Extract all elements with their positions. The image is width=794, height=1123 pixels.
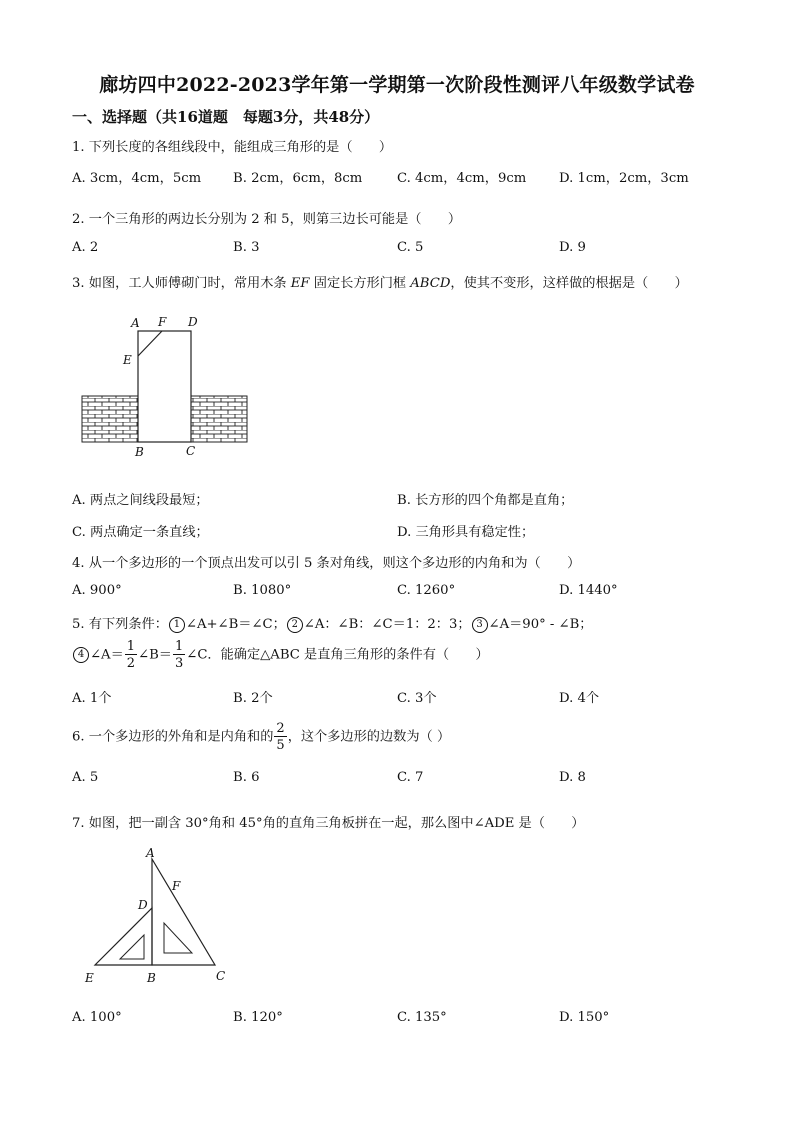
question-2-stem: 2. 一个三角形的两边长分别为 2 和 5，则第三边长可能是（ ） (72, 212, 462, 227)
section-heading: 一、选择题（共16道题 每题3分，共48分） (72, 108, 380, 126)
question-1-stem: 1. 下列长度的各组线段中，能组成三角形的是（ ） (72, 140, 393, 155)
q7-option-d: D. 150° (559, 1010, 610, 1025)
label-b: B (135, 445, 144, 459)
circled-number-4: 4 (73, 647, 89, 663)
label-d: D (188, 315, 198, 329)
q7-option-b: B. 120° (233, 1010, 283, 1025)
q5-option-c: C. 3个 (397, 691, 437, 706)
q7-option-a: A. 100° (72, 1010, 122, 1025)
fraction-one-third: $\frac{1}{3}$ (174, 639, 184, 671)
q6-option-d: D. 8 (559, 770, 586, 785)
label-a: A (131, 316, 140, 330)
triangle-set-figure (80, 845, 240, 990)
question-5-line2: 4 ∠A＝ $\frac{1}{2}$ ∠B＝ $\frac{1}{3}$ ∠C．能确定△ABC 是直角三角形的条件有（ ） (72, 640, 489, 670)
question-7-stem: 7. 如图，把一副含 30°角和 45°角的直角三角板拼在一起，那么图中∠ADE 是（ ） (72, 816, 585, 831)
q3-option-b: B. 长方形的四个角都是直角； (397, 493, 574, 508)
label-b: B (147, 971, 156, 985)
q1-option-c: C. 4cm，4cm，9cm (397, 171, 527, 186)
q2-option-b: B. 3 (233, 240, 260, 255)
question-6-stem: 6. 一个多边形的外角和是内角和的 $\frac{2}{5}$ ，这个多边形的边数为（ ） (72, 721, 451, 753)
q6-option-a: A. 5 (72, 770, 99, 785)
right-brick-wall (191, 396, 247, 442)
q7-option-c: C. 135° (397, 1010, 447, 1025)
circled-number-3: 3 (472, 617, 488, 633)
left-brick-wall (82, 396, 138, 442)
q2-option-a: A. 2 (72, 240, 99, 255)
q5-option-b: B. 2个 (233, 691, 273, 706)
fraction-one-half: $\frac{1}{2}$ (126, 639, 136, 671)
question-5-line1: 5. 有下列条件： 1 ∠A+∠B＝∠C； 2 ∠A：∠B：∠C＝1：2：3； 3 ∠A＝90° - ∠B； (72, 617, 593, 632)
triangle-45 (95, 908, 152, 965)
label-e: E (123, 353, 132, 367)
label-f: F (172, 879, 181, 893)
question-4-stem: 4. 从一个多边形的一个顶点出发可以引 5 条对角线，则这个多边形的内角和为（ ） (72, 556, 581, 571)
q6-option-b: B. 6 (233, 770, 260, 785)
label-f: F (158, 315, 167, 329)
fraction-two-fifths: $\frac{2}{5}$ (276, 721, 285, 753)
inner-triangle-45 (120, 935, 144, 959)
circled-number-1: 1 (169, 617, 185, 633)
circled-number-2: 2 (287, 617, 303, 633)
exam-title: 廊坊四中2022-2023学年第一学期第一次阶段性测评八年级数学试卷 (99, 74, 695, 96)
q3-option-a: A. 两点之间线段最短； (72, 493, 209, 508)
q2-option-d: D. 9 (559, 240, 586, 255)
triangle-30 (152, 859, 215, 965)
q1-option-b: B. 2cm，6cm，8cm (233, 171, 363, 186)
label-e: E (85, 971, 94, 985)
q1-option-a: A. 3cm，4cm，5cm (72, 171, 202, 186)
q1-option-d: D. 1cm，2cm，3cm (559, 171, 689, 186)
label-a: A (146, 846, 155, 860)
q2-option-c: C. 5 (397, 240, 424, 255)
q3-option-c: C. 两点确定一条直线； (72, 525, 209, 540)
q4-option-c: C. 1260° (397, 583, 456, 598)
q4-option-b: B. 1080° (233, 583, 292, 598)
inner-triangle-30 (164, 923, 192, 953)
q3-option-d: D. 三角形具有稳定性； (397, 525, 535, 540)
question-3-stem: 3. 如图，工人师傅砌门时，常用木条 EF 固定长方形门框 ABCD，使其不变形，这样做的根据是（ ） (72, 276, 688, 291)
q5-option-d: D. 4个 (559, 691, 600, 706)
q5-option-a: A. 1个 (72, 691, 112, 706)
label-d: D (138, 898, 148, 912)
label-c: C (216, 969, 226, 983)
q4-option-d: D. 1440° (559, 583, 618, 598)
q4-option-a: A. 900° (72, 583, 122, 598)
label-c: C (186, 444, 196, 458)
q6-option-c: C. 7 (397, 770, 424, 785)
door-frame-figure (78, 310, 258, 460)
